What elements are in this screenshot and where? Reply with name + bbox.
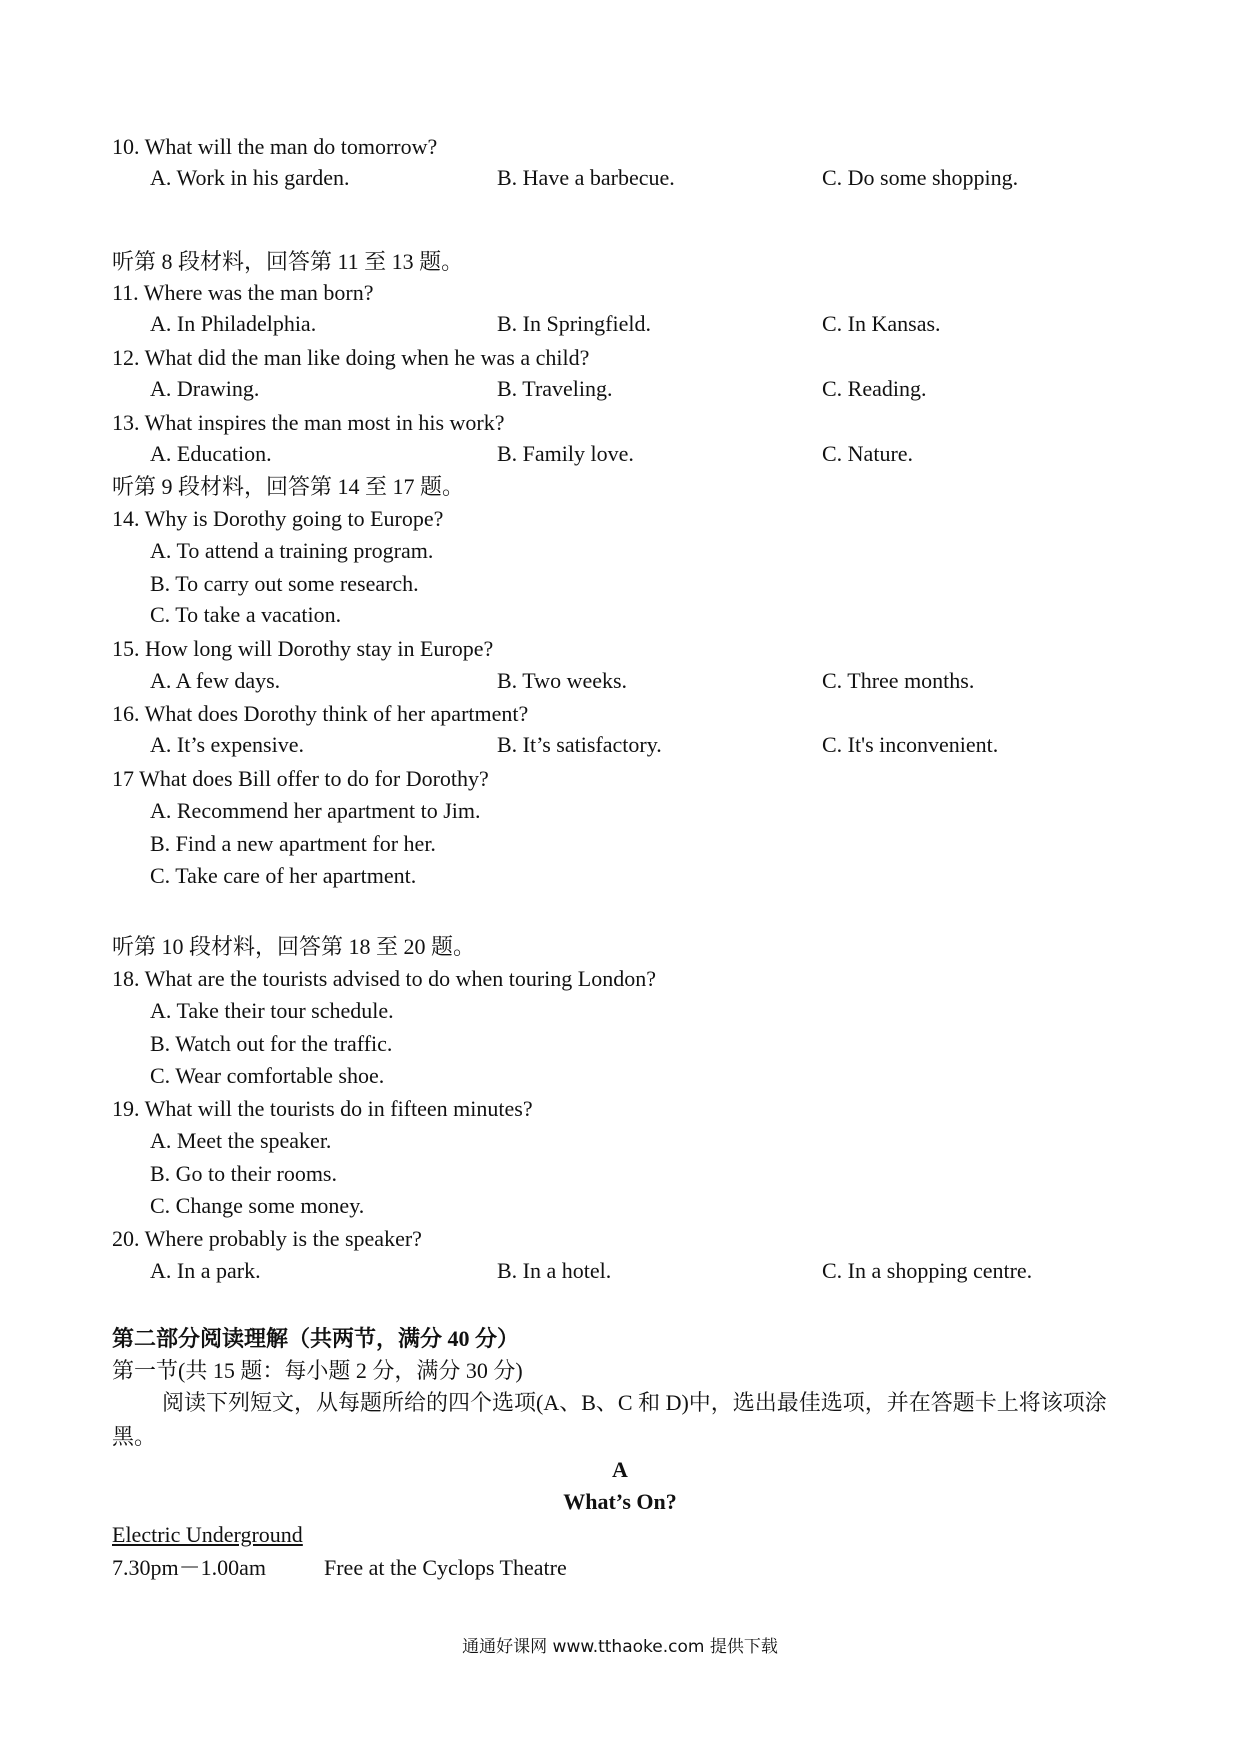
question-14: 14. Why is Dorothy going to Europe? [112,506,444,531]
q10-option-b: B. Have a barbecue. [497,165,675,190]
q18-option-c: C. Wear comfortable shoe. [150,1063,385,1088]
question-15: 15. How long will Dorothy stay in Europe? [112,636,494,661]
passage-title: What’s On? [563,1489,677,1514]
q20-option-b: B. In a hotel. [497,1258,612,1283]
q17-option-b: B. Find a new apartment for her. [150,831,436,856]
q12-option-a: A. Drawing. [150,376,260,401]
event-time: 7.30pm－1.00am [112,1555,266,1580]
q19-option-c: C. Change some money. [150,1193,365,1218]
q18-option-b: B. Watch out for the traffic. [150,1031,393,1056]
event-place: Free at the Cyclops Theatre [324,1555,567,1580]
q15-option-c: C. Three months. [822,668,975,693]
q16-option-c: C. It's inconvenient. [822,732,999,757]
event-name: Electric Underground [112,1522,303,1547]
q11-option-a: A. In Philadelphia. [150,311,317,336]
q17-option-c: C. Take care of her apartment. [150,863,417,888]
q14-option-c: C. To take a vacation. [150,602,342,627]
section-9-instruction: 听第 9 段材料，回答第 14 至 17 题。 [112,474,465,499]
q16-option-a: A. It’s expensive. [150,732,304,757]
question-11: 11. Where was the man born? [112,280,374,305]
section-10-instruction: 听第 10 段材料，回答第 18 至 20 题。 [112,934,476,959]
question-18: 18. What are the tourists advised to do when touring London? [112,966,656,991]
q20-option-a: A. In a park. [150,1258,261,1283]
q12-option-b: B. Traveling. [497,376,613,401]
q11-option-b: B. In Springfield. [497,311,651,336]
section-8-instruction: 听第 8 段材料，回答第 11 至 13 题。 [112,249,464,274]
reading-instruction: 阅读下列短文，从每题所给的四个选项(A、B、C 和 D)中，选出最佳选项，并在答题卡上将该项涂黑。 [112,1390,1107,1449]
q15-option-b: B. Two weeks. [497,668,628,693]
question-19: 19. What will the tourists do in fifteen minutes? [112,1096,533,1121]
question-10: 10. What will the man do tomorrow? [112,134,438,159]
question-12: 12. What did the man like doing when he was a child? [112,345,590,370]
question-17: 17 What does Bill offer to do for Dorothy? [112,766,489,791]
q13-option-b: B. Family love. [497,441,634,466]
footer-source: 通通好课网 www.tthaoke.com 提供下载 [462,1637,778,1657]
question-20: 20. Where probably is the speaker? [112,1226,422,1251]
q15-option-a: A. A few days. [150,668,281,693]
question-16: 16. What does Dorothy think of her apartment? [112,701,529,726]
q16-option-b: B. It’s satisfactory. [497,732,662,757]
q20-option-c: C. In a shopping centre. [822,1258,1033,1283]
q18-option-a: A. Take their tour schedule. [150,998,394,1023]
q14-option-a: A. To attend a training program. [150,538,434,563]
section-1-heading: 第一节(共 15 题：每小题 2 分，满分 30 分) [112,1358,523,1383]
q14-option-b: B. To carry out some research. [150,571,419,596]
q17-option-a: A. Recommend her apartment to Jim. [150,798,481,823]
q12-option-c: C. Reading. [822,376,927,401]
q19-option-a: A. Meet the speaker. [150,1128,332,1153]
q19-option-b: B. Go to their rooms. [150,1161,337,1186]
passage-letter: A [612,1457,628,1482]
q11-option-c: C. In Kansas. [822,311,941,336]
part-2-heading: 第二部分阅读理解（共两节，满分 40 分） [112,1326,520,1351]
q13-option-a: A. Education. [150,441,272,466]
question-13: 13. What inspires the man most in his work? [112,410,505,435]
q10-option-c: C. Do some shopping. [822,165,1019,190]
q10-option-a: A. Work in his garden. [150,165,350,190]
q13-option-c: C. Nature. [822,441,914,466]
